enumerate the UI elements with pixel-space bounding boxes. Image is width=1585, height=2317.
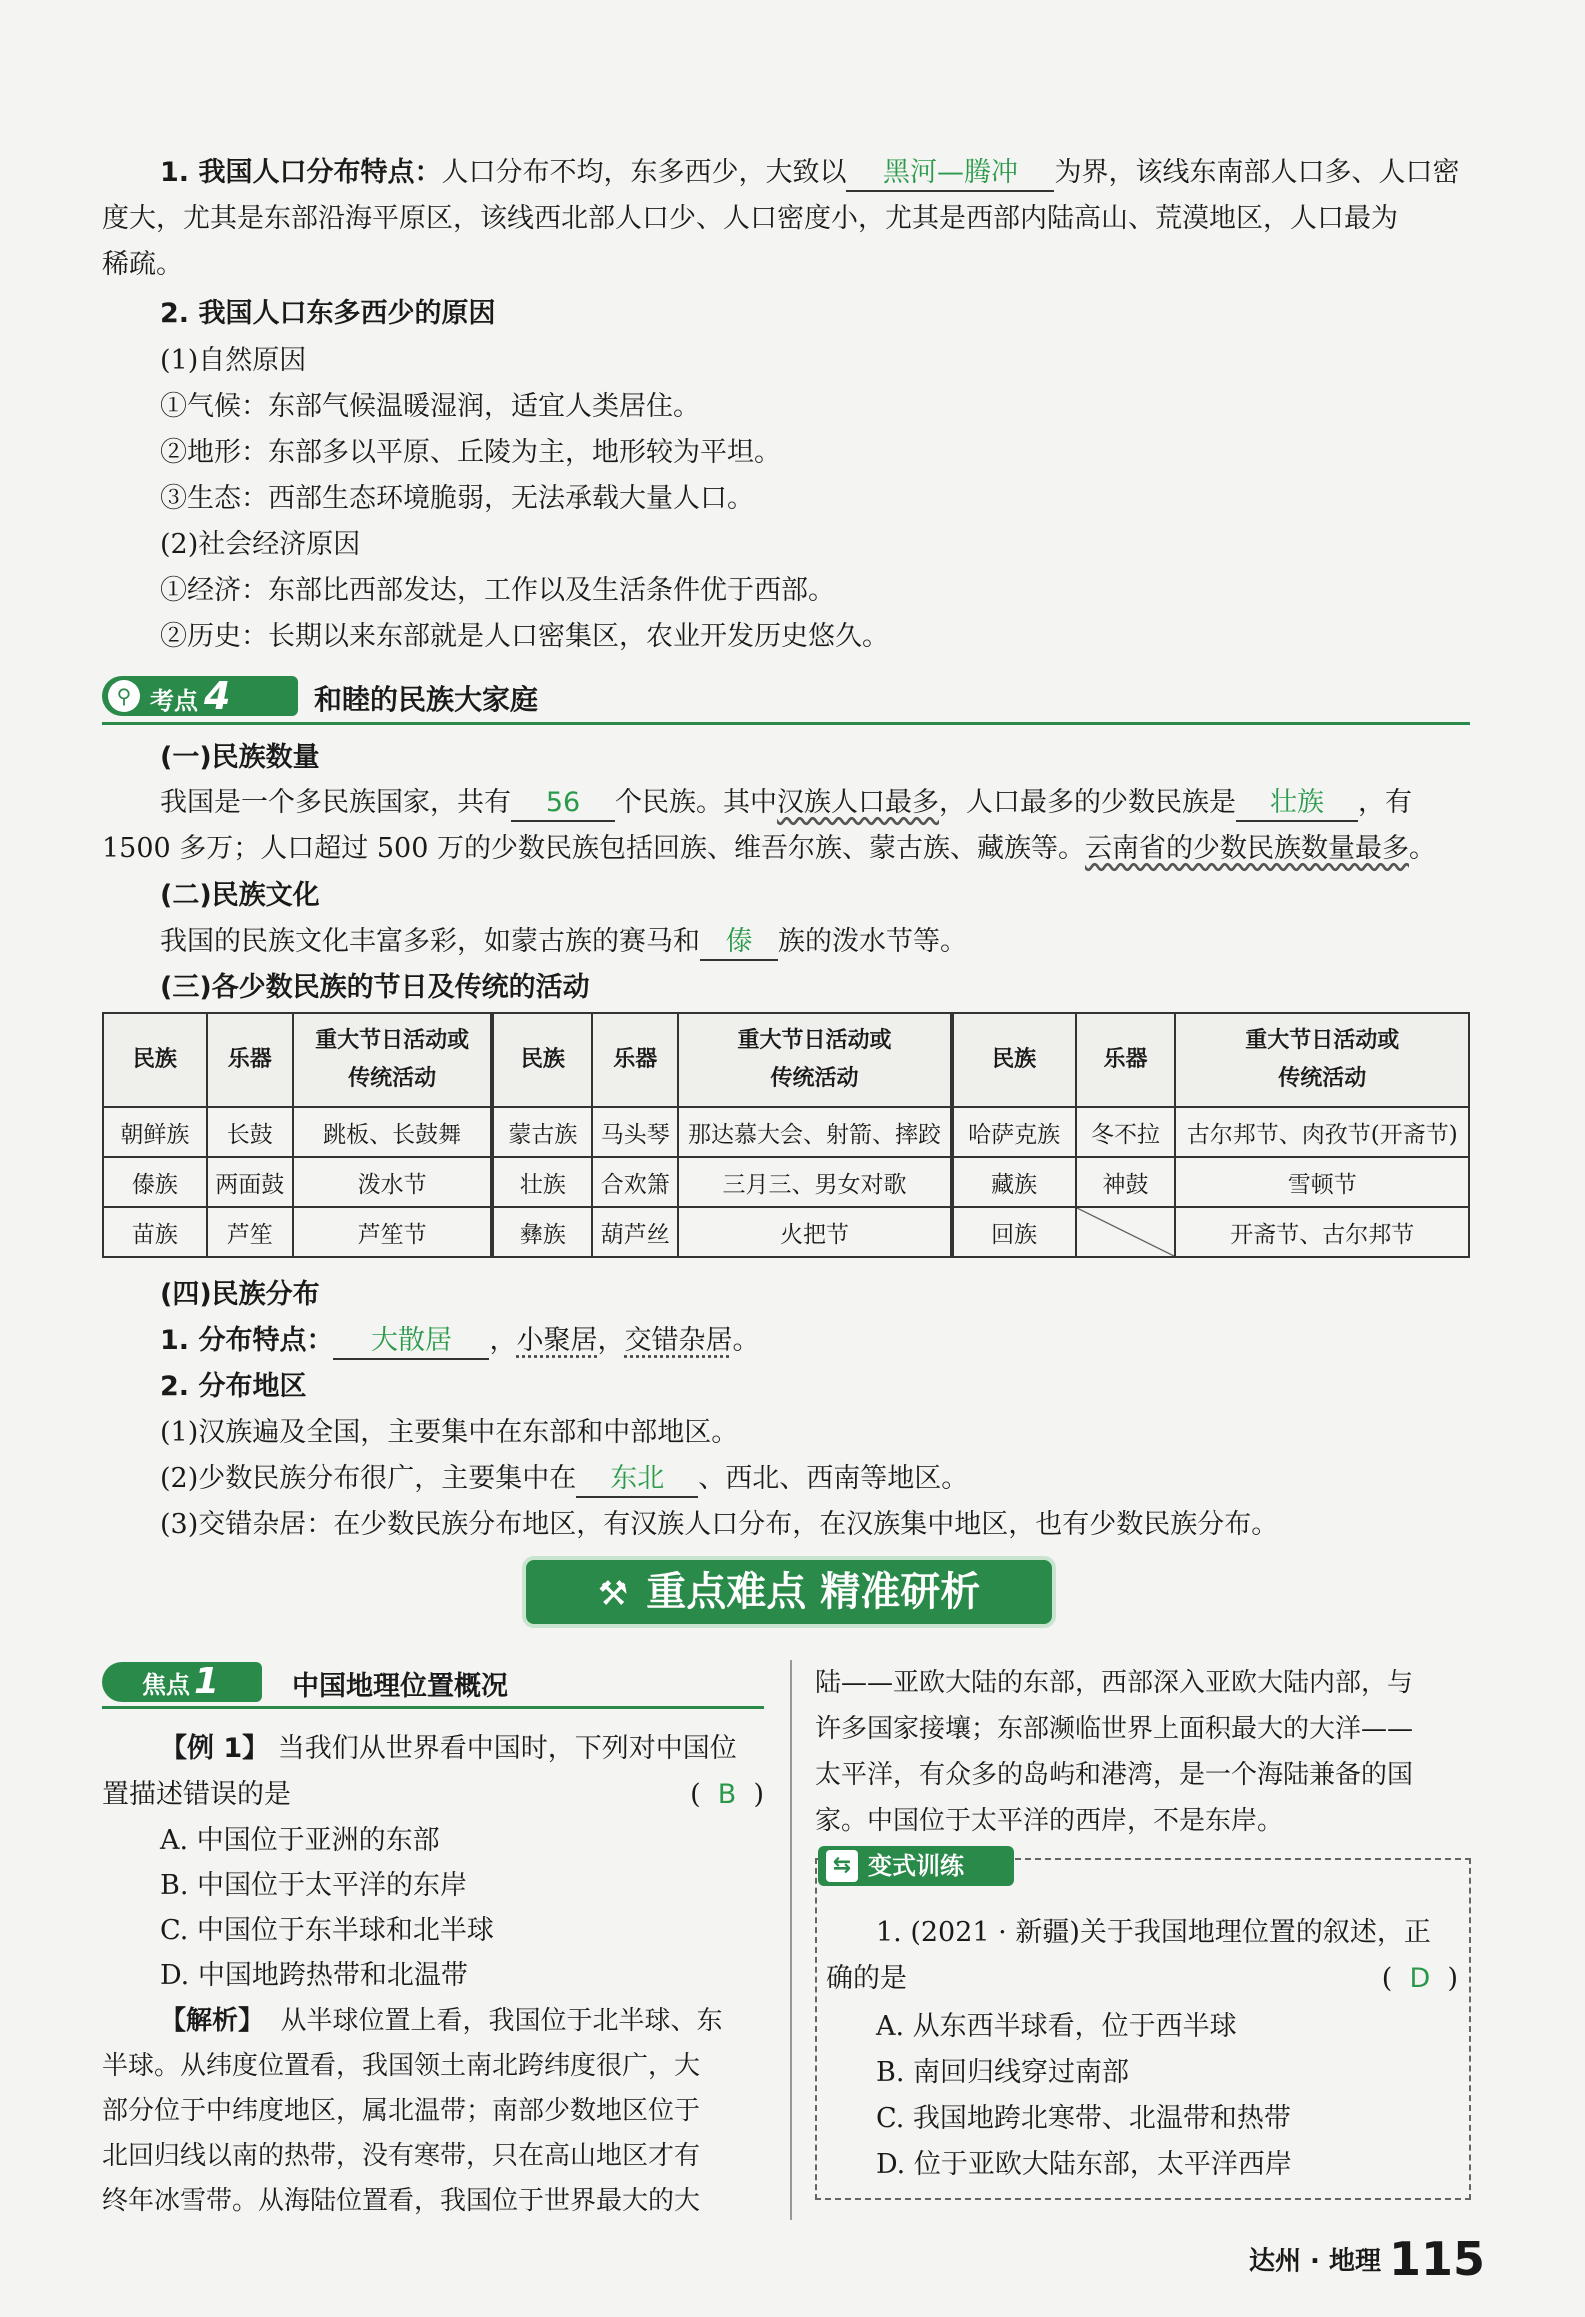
table-cell: 古尔邦节、肉孜节(开斋节)	[1175, 1107, 1469, 1157]
microscope-icon: ⚒	[597, 1574, 629, 1614]
table-cell: 藏族	[952, 1157, 1076, 1207]
table-cell: 回族	[952, 1207, 1076, 1257]
example1-option-a: A. 中国位于亚洲的东部	[160, 1825, 440, 1856]
practice-option-a: A. 从东西半球看，位于西半球	[876, 2011, 1237, 2042]
table-cell: 火把节	[678, 1207, 952, 1257]
table-header-row	[103, 1013, 1469, 1107]
analysis-line4: 北回归线以南的热带，没有寒带，只在高山地区才有	[102, 2141, 701, 2171]
table-row	[103, 1107, 1469, 1157]
table-cell: 合欢箫	[592, 1157, 678, 1207]
table-cell: 长鼓	[207, 1107, 293, 1157]
distribution-area-heading: 2. 分布地区	[160, 1371, 307, 1402]
example1-question-line2: 置描述错误的是 ( B )	[102, 1772, 764, 1818]
analysis-right-line3: 太平洋，有众多的岛屿和港湾，是一个海陆兼备的国	[815, 1760, 1414, 1790]
ethnic-culture-line: 我国的民族文化丰富多彩，如蒙古族的赛马和 傣 族的泼水节等。	[160, 919, 967, 965]
ethnic-count-line1: 我国是一个多民族国家，共有 56 个民族。其中汉族人口最多，人口最多的少数民族是 壮族 ，有	[160, 780, 1412, 826]
column-divider	[790, 1660, 792, 2220]
distribution-area-1: (1)汉族遍及全国，主要集中在东部和中部地区。	[160, 1417, 739, 1448]
table-cell: 葫芦丝	[592, 1207, 678, 1257]
social-reason: (2)社会经济原因	[160, 529, 361, 560]
table-cell: 三月三、男女对歌	[678, 1157, 952, 1207]
page-number: 115	[1388, 2232, 1485, 2286]
ethnic-count-line2: 1500 多万；人口超过 500 万的少数民族包括回族、维吾尔族、蒙古族、藏族等。云南省的少数民族数量最多。	[102, 833, 1436, 864]
footer-region: 达州 · 地理	[1248, 2246, 1381, 2277]
table-cell-diagonal	[1076, 1207, 1176, 1257]
example1-question-line1: 【例 1】 当我们从世界看中国时，下列对中国位	[160, 1733, 737, 1764]
table-cell: 苗族	[103, 1207, 207, 1257]
table-cell: 蒙古族	[492, 1107, 592, 1157]
ethnic-culture-heading: (二)民族文化	[160, 880, 320, 911]
header-ethnic: 民族	[492, 1013, 592, 1107]
practice-option-c: C. 我国地跨北寒带、北温带和热带	[876, 2103, 1291, 2134]
climate-reason: ①气候：东部气候温暖湿润，适宜人类居住。	[160, 391, 700, 422]
practice-question-line2: 确的是 ( D )	[826, 1956, 1458, 2002]
terrain-reason: ②地形：东部多以平原、丘陵为主，地形较为平坦。	[160, 437, 781, 468]
festival-heading: (三)各少数民族的节日及传统的活动	[160, 972, 590, 1003]
table-cell: 马头琴	[592, 1107, 678, 1157]
analysis-line1: 【解析】 从半球位置上看，我国位于北半球、东	[160, 2006, 723, 2036]
analysis-right-line1: 陆——亚欧大陆的东部，西部深入亚欧大陆内部，与	[815, 1668, 1414, 1698]
analysis-line2: 半球。从纬度位置看，我国领土南北跨纬度很广，大	[102, 2051, 701, 2081]
ethnic-distribution-heading: (四)民族分布	[160, 1279, 320, 1310]
example1-option-b: B. 中国位于太平洋的东岸	[160, 1870, 468, 1901]
example1-option-d: D. 中国地跨热带和北温带	[160, 1960, 468, 1991]
example1-answer-bracket: ( B )	[690, 1779, 764, 1810]
header-instrument: 乐器	[207, 1013, 293, 1107]
magnifier-icon: ⚲	[108, 680, 140, 712]
table-cell: 开斋节、古尔邦节	[1175, 1207, 1469, 1257]
table-cell: 泼水节	[293, 1157, 493, 1207]
practice-answer-bracket: ( D )	[1381, 1963, 1458, 1994]
header-festival: 重大节日活动或 传统活动	[293, 1013, 493, 1107]
header-instrument: 乐器	[592, 1013, 678, 1107]
focus1-header	[102, 1658, 764, 1709]
table-cell: 神鼓	[1076, 1157, 1176, 1207]
blank-answer-zhuang: 壮族	[1236, 786, 1358, 822]
header-instrument: 乐器	[1076, 1013, 1176, 1107]
distribution-area-3: (3)交错杂居：在少数民族分布地区，有汉族人口分布，在汉族集中地区，也有少数民族分布。	[160, 1509, 1279, 1540]
table-cell: 彝族	[492, 1207, 592, 1257]
focus1-title: 中国地理位置概况	[292, 1671, 508, 1702]
blank-answer-dai: 傣	[700, 925, 778, 961]
practice-option-d: D. 位于亚欧大陆东部，太平洋西岸	[876, 2149, 1292, 2180]
economy-reason: ①经济：东部比西部发达，工作以及生活条件优于西部。	[160, 575, 835, 606]
distribution-area-2: (2)少数民族分布很广，主要集中在 东北 、西北、西南等地区。	[160, 1456, 968, 1502]
blank-answer-dasanju: 大散居	[333, 1324, 489, 1360]
analysis-right-line2: 许多国家接壤；东部濒临世界上面积最大的大洋——	[815, 1714, 1414, 1744]
ecology-reason: ③生态：西部生态环境脆弱，无法承载大量人口。	[160, 483, 754, 514]
practice-badge: ⇆ 变式训练	[818, 1846, 1014, 1886]
analysis-line5: 终年冰雪带。从海陆位置看，我国位于世界最大的大	[102, 2186, 701, 2216]
blank-answer-56: 56	[511, 786, 615, 822]
population-feature-line2: 度大，尤其是东部沿海平原区，该线西北部人口少、人口密度小，尤其是西部内陆高山、荒漠地区，人口最为	[102, 203, 1398, 234]
ethnic-festival-table	[102, 1012, 1470, 1258]
header-festival: 重大节日活动或 传统活动	[678, 1013, 952, 1107]
table-cell: 壮族	[492, 1157, 592, 1207]
table-cell: 朝鲜族	[103, 1107, 207, 1157]
analysis-right-line4: 家。中国位于太平洋的西岸，不是东岸。	[815, 1806, 1284, 1836]
table-cell: 芦笙	[207, 1207, 293, 1257]
table-cell: 傣族	[103, 1157, 207, 1207]
population-reason-heading: 2. 我国人口东多西少的原因	[160, 298, 496, 329]
table-cell: 两面鼓	[207, 1157, 293, 1207]
swap-arrows-icon: ⇆	[826, 1850, 858, 1882]
practice-option-b: B. 南回归线穿过南部	[876, 2057, 1130, 2088]
table-cell: 哈萨克族	[952, 1107, 1076, 1157]
key-points-banner: ⚒ 重点难点 精准研析	[526, 1560, 1052, 1624]
population-feature-line3: 稀疏。	[102, 249, 183, 280]
header-ethnic: 民族	[952, 1013, 1076, 1107]
blank-answer-heihe-tengchong: 黑河—腾冲	[846, 156, 1054, 192]
practice-question-line1: 1. (2021 · 新疆)关于我国地理位置的叙述，正	[876, 1917, 1431, 1948]
topic4-header	[102, 672, 1470, 725]
analysis-line3: 部分位于中纬度地区，属北温带；南部少数地区位于	[102, 2096, 701, 2126]
header-ethnic: 民族	[103, 1013, 207, 1107]
table-row	[103, 1207, 1469, 1257]
natural-reason: (1)自然原因	[160, 345, 307, 376]
population-feature-line1: 1. 我国人口分布特点：人口分布不均，东多西少，大致以 黑河—腾冲 为界，该线东南部人口多、人口密	[160, 150, 1459, 196]
topic4-badge: ⚲ 考点 4	[102, 676, 298, 716]
example1-option-c: C. 中国位于东半球和北半球	[160, 1915, 494, 1946]
history-reason: ②历史：长期以来东部就是人口密集区，农业开发历史悠久。	[160, 621, 889, 652]
ethnic-count-heading: (一)民族数量	[160, 742, 320, 773]
table-cell: 跳板、长鼓舞	[293, 1107, 493, 1157]
topic4-title: 和睦的民族大家庭	[314, 683, 539, 716]
table-cell: 那达慕大会、射箭、摔跤	[678, 1107, 952, 1157]
header-festival: 重大节日活动或 传统活动	[1175, 1013, 1469, 1107]
distribution-feature-line: 1. 分布特点： 大散居 ，小聚居，交错杂居。	[160, 1318, 759, 1364]
table-row	[103, 1157, 1469, 1207]
table-cell: 冬不拉	[1076, 1107, 1176, 1157]
table-cell: 雪顿节	[1175, 1157, 1469, 1207]
blank-answer-dongbei: 东北	[576, 1462, 698, 1498]
page-footer	[1249, 2232, 1485, 2286]
table-cell: 芦笙节	[293, 1207, 493, 1257]
focus1-badge: 焦点 1	[102, 1662, 262, 1702]
